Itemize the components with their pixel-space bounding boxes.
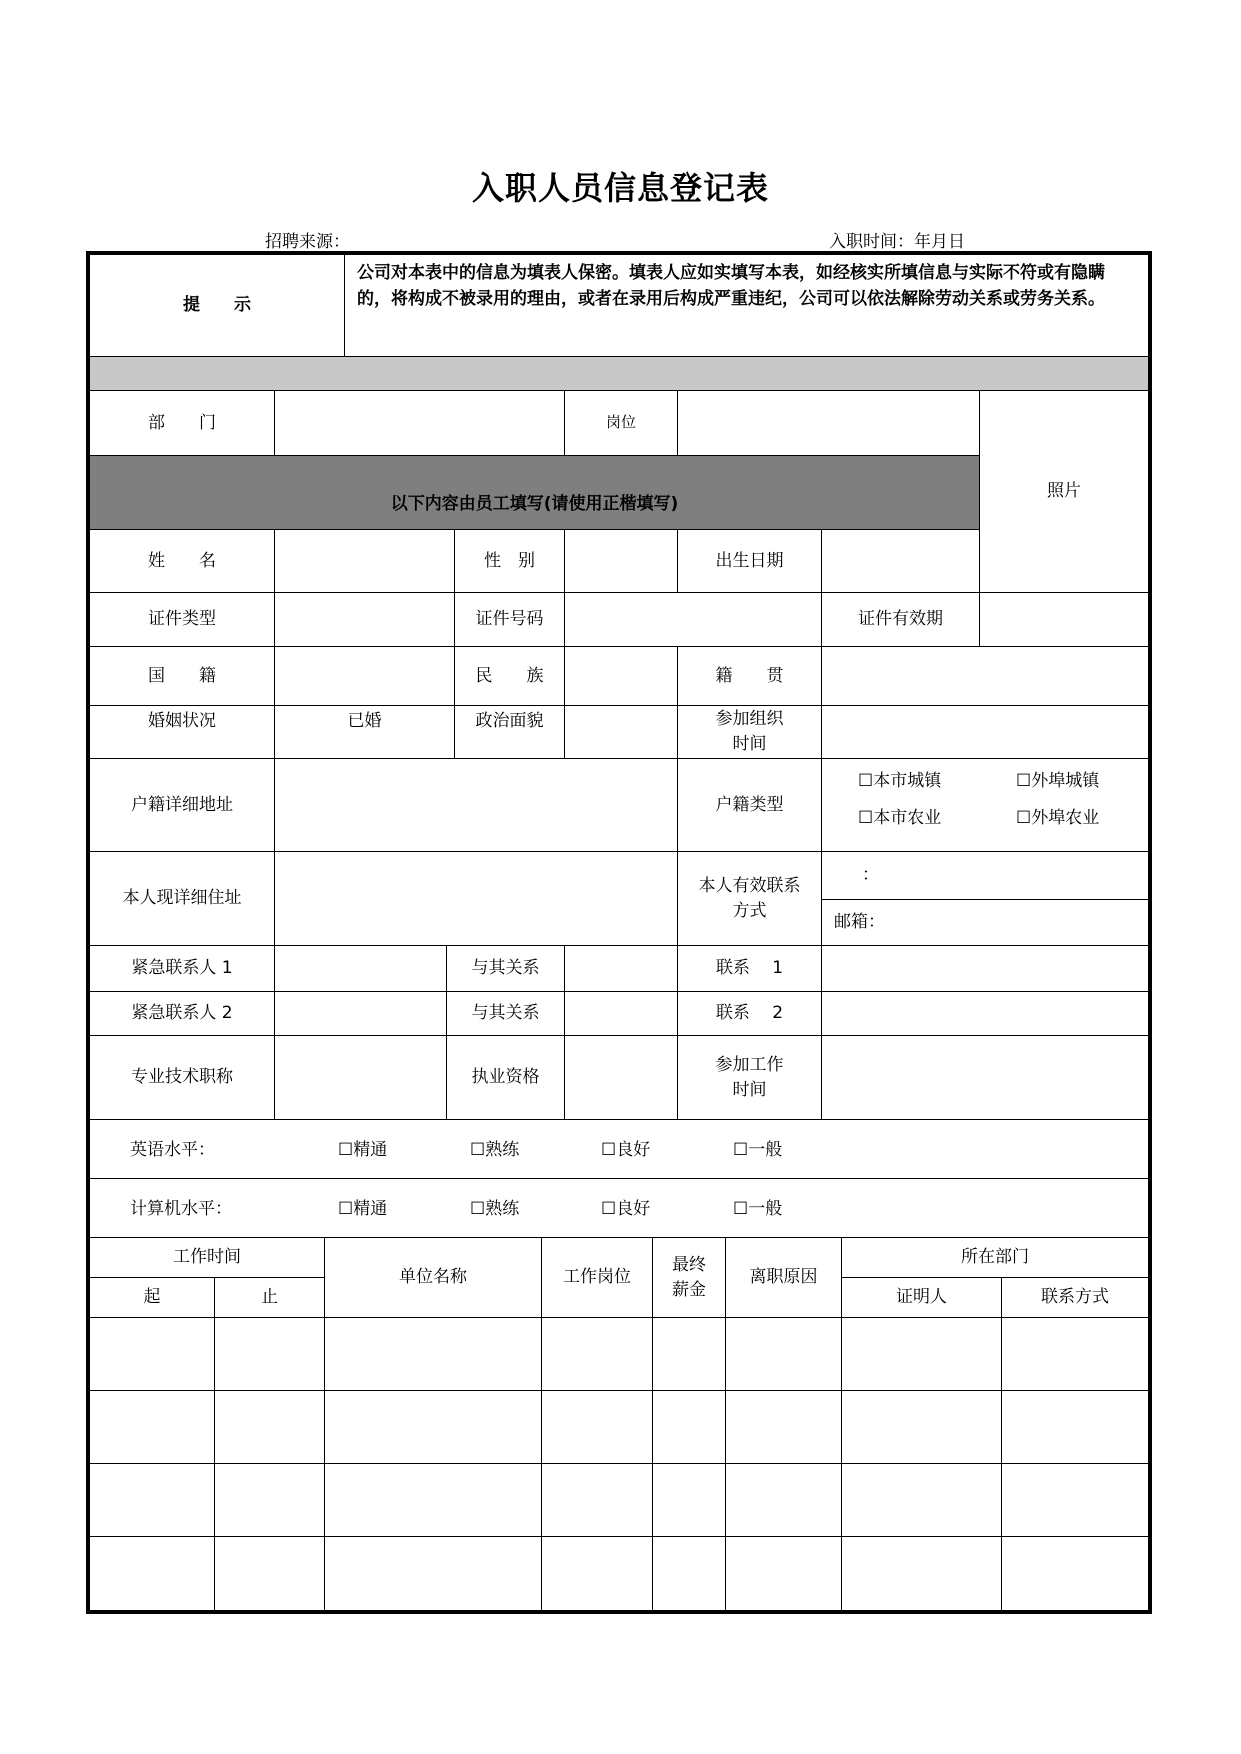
- id-number-field[interactable]: [564, 592, 822, 647]
- company-header: 单位名称: [324, 1237, 542, 1318]
- name-field[interactable]: [274, 529, 455, 593]
- hukou-address-field[interactable]: [274, 758, 678, 852]
- work-row-1-job-cell[interactable]: [541, 1317, 653, 1391]
- email-field[interactable]: 邮箱：: [821, 899, 1149, 946]
- computer-option-basic[interactable]: ☐一般: [733, 1199, 783, 1219]
- work-end-header: 止: [214, 1277, 325, 1318]
- work-row-4-start-cell[interactable]: [89, 1536, 215, 1611]
- phone-field[interactable]: ：: [821, 851, 1149, 900]
- salary-header: 最终薪金: [652, 1237, 726, 1318]
- work-row-3-start-cell[interactable]: [89, 1463, 215, 1537]
- gender-field[interactable]: [564, 529, 678, 593]
- work-row-2-salary-cell[interactable]: [652, 1390, 726, 1464]
- emergency1-label: 紧急联系人 1: [89, 945, 275, 992]
- work-row-1-contact-cell[interactable]: [1001, 1317, 1149, 1391]
- dept-header: 所在部门: [841, 1237, 1149, 1278]
- hukou-type-label: 户籍类型: [677, 758, 822, 852]
- english-level-label: 英语水平：: [130, 1140, 215, 1160]
- contact1-field[interactable]: [821, 945, 1149, 992]
- work-row-1-witness-cell[interactable]: [841, 1317, 1002, 1391]
- work-start-header: 起: [89, 1277, 215, 1318]
- work-row-2-end-cell[interactable]: [214, 1390, 325, 1464]
- work-row-2-start-cell[interactable]: [89, 1390, 215, 1464]
- id-valid-field[interactable]: [979, 592, 1149, 647]
- department-label: 部 门: [89, 390, 275, 456]
- nationality-field[interactable]: [274, 646, 455, 706]
- org-join-field[interactable]: [821, 705, 1149, 759]
- english-option-proficient[interactable]: ☐熟练: [470, 1140, 520, 1160]
- tech-title-label: 专业技术职称: [89, 1035, 275, 1120]
- birth-field[interactable]: [821, 529, 980, 593]
- recruit-source-label: 招聘来源：: [265, 232, 350, 252]
- work-row-4-end-cell[interactable]: [214, 1536, 325, 1611]
- hukou-option-city-local[interactable]: ☐本市城镇: [858, 771, 942, 791]
- work-row-1-reason-cell[interactable]: [725, 1317, 842, 1391]
- english-option-basic[interactable]: ☐一般: [733, 1140, 783, 1160]
- current-address-field[interactable]: [274, 851, 678, 946]
- id-number-label: 证件号码: [454, 592, 565, 647]
- contact2-field[interactable]: [821, 991, 1149, 1036]
- hukou-option-rural-local[interactable]: ☐本市农业: [858, 808, 942, 828]
- qualification-field[interactable]: [564, 1035, 678, 1120]
- work-row-2-company-cell[interactable]: [324, 1390, 542, 1464]
- section-divider: [89, 356, 1149, 391]
- qualification-label: 执业资格: [446, 1035, 565, 1120]
- relation2-field[interactable]: [564, 991, 678, 1036]
- work-row-3-contact-cell[interactable]: [1001, 1463, 1149, 1537]
- computer-option-good[interactable]: ☐良好: [601, 1199, 651, 1219]
- work-row-4-job-cell[interactable]: [541, 1536, 653, 1611]
- work-row-3-reason-cell[interactable]: [725, 1463, 842, 1537]
- notice-text: 公司对本表中的信息为填表人保密。填表人应如实填写本表，如经核实所填信息与实际不符或有隐瞒的，将构成不被录用的理由，或者在录用后构成严重违纪，公司可以依法解除劳动关系或劳务关系。: [344, 254, 1149, 357]
- work-row-2-contact-cell[interactable]: [1001, 1390, 1149, 1464]
- relation2-label: 与其关系: [446, 991, 565, 1036]
- computer-option-expert[interactable]: ☐精通: [338, 1199, 388, 1219]
- name-label: 姓 名: [89, 529, 275, 593]
- marital-label: 婚姻状况: [89, 705, 275, 759]
- hukou-option-city-nonlocal[interactable]: ☐外埠城镇: [1016, 771, 1100, 791]
- position-label: 岗位: [564, 390, 678, 456]
- political-field[interactable]: [564, 705, 678, 759]
- relation1-label: 与其关系: [446, 945, 565, 992]
- work-row-3-end-cell[interactable]: [214, 1463, 325, 1537]
- relation1-field[interactable]: [564, 945, 678, 992]
- employee-section-header: 以下内容由员工填写(请使用正楷填写): [89, 455, 980, 530]
- position-field[interactable]: [677, 390, 980, 456]
- political-label: 政治面貌: [454, 705, 565, 759]
- emergency1-field[interactable]: [274, 945, 447, 992]
- marital-value[interactable]: 已婚: [274, 705, 455, 759]
- ethnicity-label: 民 族: [454, 646, 565, 706]
- emergency2-field[interactable]: [274, 991, 447, 1036]
- computer-option-proficient[interactable]: ☐熟练: [470, 1199, 520, 1219]
- witness-header: 证明人: [841, 1277, 1002, 1318]
- english-option-expert[interactable]: ☐精通: [338, 1140, 388, 1160]
- entry-date-label: 入职时间：年月日: [829, 232, 965, 252]
- work-row-3-job-cell[interactable]: [541, 1463, 653, 1537]
- contact2-label: 联系 2: [677, 991, 822, 1036]
- work-row-1-end-cell[interactable]: [214, 1317, 325, 1391]
- witness-contact-header: 联系方式: [1001, 1277, 1149, 1318]
- work-row-3-salary-cell[interactable]: [652, 1463, 726, 1537]
- id-valid-label: 证件有效期: [821, 592, 980, 647]
- work-row-4-reason-cell[interactable]: [725, 1536, 842, 1611]
- work-time-header: 工作时间: [89, 1237, 325, 1278]
- department-field[interactable]: [274, 390, 565, 456]
- native-place-field[interactable]: [821, 646, 1149, 706]
- work-row-1-salary-cell[interactable]: [652, 1317, 726, 1391]
- work-row-1-company-cell[interactable]: [324, 1317, 542, 1391]
- work-row-4-salary-cell[interactable]: [652, 1536, 726, 1611]
- work-row-2-reason-cell[interactable]: [725, 1390, 842, 1464]
- work-row-3-company-cell[interactable]: [324, 1463, 542, 1537]
- english-option-good[interactable]: ☐良好: [601, 1140, 651, 1160]
- work-row-2-witness-cell[interactable]: [841, 1390, 1002, 1464]
- work-row-4-company-cell[interactable]: [324, 1536, 542, 1611]
- photo-box[interactable]: 照片: [979, 390, 1149, 593]
- reason-header: 离职原因: [725, 1237, 842, 1318]
- contact1-label: 联系 1: [677, 945, 822, 992]
- tech-title-field[interactable]: [274, 1035, 447, 1120]
- org-join-label: 参加组织时间: [677, 705, 822, 759]
- computer-level-label: 计算机水平：: [130, 1199, 232, 1219]
- birth-label: 出生日期: [677, 529, 822, 593]
- hukou-option-rural-nonlocal[interactable]: ☐外埠农业: [1016, 808, 1100, 828]
- id-type-field[interactable]: [274, 592, 455, 647]
- gender-label: 性 别: [454, 529, 565, 593]
- work-row-3-witness-cell[interactable]: [841, 1463, 1002, 1537]
- native-place-label: 籍 贯: [677, 646, 822, 706]
- work-row-2-job-cell[interactable]: [541, 1390, 653, 1464]
- notice-label: 提 示: [89, 254, 345, 357]
- job-header: 工作岗位: [541, 1237, 653, 1318]
- contact-label: 本人有效联系方式: [677, 851, 822, 946]
- form-title: 入职人员信息登记表: [471, 169, 769, 207]
- work-start-field[interactable]: [821, 1035, 1149, 1120]
- work-row-4-witness-cell[interactable]: [841, 1536, 1002, 1611]
- ethnicity-field[interactable]: [564, 646, 678, 706]
- work-row-4-contact-cell[interactable]: [1001, 1536, 1149, 1611]
- nationality-label: 国 籍: [89, 646, 275, 706]
- work-row-1-start-cell[interactable]: [89, 1317, 215, 1391]
- current-address-label: 本人现详细住址: [89, 851, 275, 946]
- id-type-label: 证件类型: [89, 592, 275, 647]
- work-start-label: 参加工作时间: [677, 1035, 822, 1120]
- hukou-address-label: 户籍详细地址: [89, 758, 275, 852]
- emergency2-label: 紧急联系人 2: [89, 991, 275, 1036]
